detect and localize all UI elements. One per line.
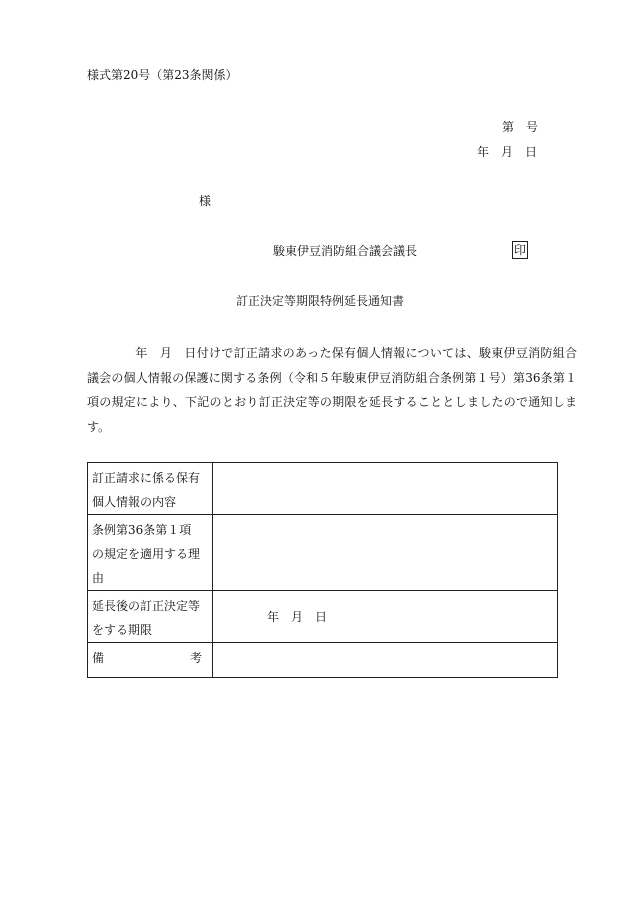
row-value	[213, 463, 558, 515]
row-label: 条例第36条第１項の規定を適用する理由	[88, 515, 213, 591]
document-title: 訂正決定等期限特例延長通知書	[236, 294, 405, 308]
remarks-label: 備 考	[92, 651, 202, 665]
form-number: 様式第20号（第23条関係）	[87, 68, 238, 82]
table-row	[88, 643, 558, 678]
table-row	[88, 591, 558, 643]
row-value	[213, 515, 558, 591]
row-label-remarks	[88, 643, 213, 678]
document-number: 第 号	[502, 120, 539, 134]
body-text: 年 月 日付けで訂正請求のあった保有個人情報については、駿東伊豆消防組合議会の個人情報の保護に関する条例（令和５年駿東伊豆消防組合条例第１号）第36条第１項の規定により、下記のとおり訂正決定等の期限を延長することとしましたので通知します。	[87, 346, 577, 434]
row-value-deadline: 年 月 日	[213, 591, 558, 643]
table-row	[88, 463, 558, 515]
seal-mark: 印	[514, 243, 527, 257]
row-label: 延長後の訂正決定等をする期限	[88, 591, 213, 643]
row-value	[213, 643, 558, 678]
body-paragraph	[87, 341, 577, 439]
addressee-suffix: 様	[199, 194, 212, 208]
table-row	[88, 515, 558, 591]
row-label: 訂正請求に係る保有個人情報の内容	[88, 463, 213, 515]
sender-name: 駿東伊豆消防組合議会議長	[273, 244, 418, 258]
details-table	[87, 462, 558, 678]
document-date: 年 月 日	[477, 145, 538, 159]
